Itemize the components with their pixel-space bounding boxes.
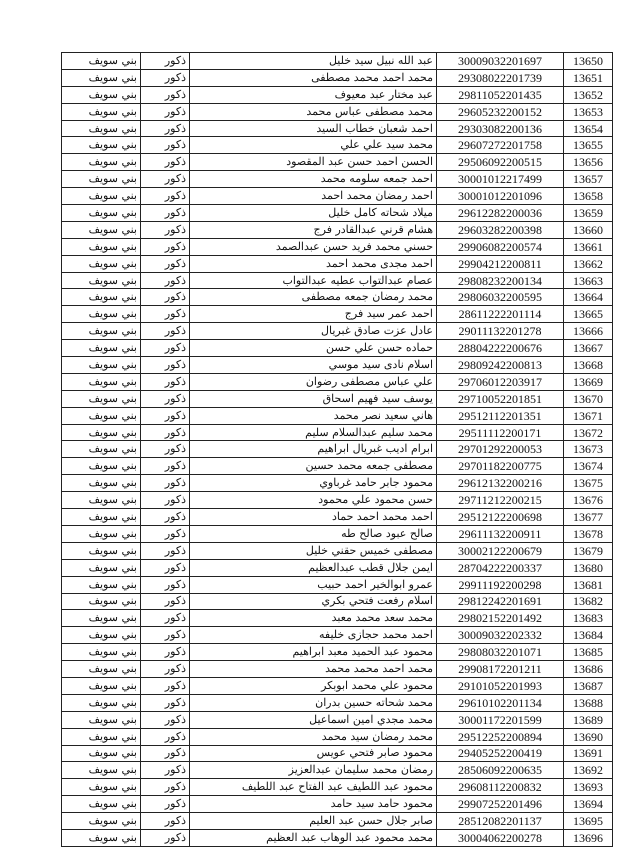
governorate-cell: بني سويف	[62, 188, 141, 205]
name-cell: حسن محمود علي محمود	[190, 492, 437, 509]
serial-number-cell: 13651	[564, 69, 613, 86]
serial-number-cell: 13670	[564, 390, 613, 407]
governorate-cell: بني سويف	[62, 458, 141, 475]
table-row	[62, 559, 613, 576]
gender-cell: ذكور	[141, 69, 190, 86]
national-id-cell: 29405252200419	[437, 745, 564, 762]
national-id-cell: 29605232200152	[437, 103, 564, 120]
table-row	[62, 390, 613, 407]
serial-number-cell: 13669	[564, 373, 613, 390]
name-cell: محمد سعد محمد معبد	[190, 610, 437, 627]
national-id-cell: 29908172201211	[437, 661, 564, 678]
gender-cell: ذكور	[141, 542, 190, 559]
table-row	[62, 458, 613, 475]
governorate-cell: بني سويف	[62, 677, 141, 694]
name-cell: مصطفى جمعه محمد حسين	[190, 458, 437, 475]
name-cell: ميلاد شحاته كامل خليل	[190, 205, 437, 222]
gender-cell: ذكور	[141, 205, 190, 222]
results-table	[61, 52, 613, 847]
name-cell: يوسف سيد فهيم اسحاق	[190, 390, 437, 407]
table-row	[62, 525, 613, 542]
serial-number-cell: 13671	[564, 407, 613, 424]
serial-number-cell: 13695	[564, 813, 613, 830]
table-row	[62, 272, 613, 289]
national-id-cell: 30001012201096	[437, 188, 564, 205]
national-id-cell: 29710052201851	[437, 390, 564, 407]
governorate-cell: بني سويف	[62, 306, 141, 323]
governorate-cell: بني سويف	[62, 289, 141, 306]
name-cell: رمضان محمد سليمان عبدالعزيز	[190, 762, 437, 779]
serial-number-cell: 13674	[564, 458, 613, 475]
national-id-cell: 29512112201351	[437, 407, 564, 424]
name-cell: ابرام اديب غبريال ابراهيم	[190, 441, 437, 458]
name-cell: محمود عبد الحميد معبد ابراهيم	[190, 644, 437, 661]
serial-number-cell: 13659	[564, 205, 613, 222]
name-cell: محمود حامد سيد حامد	[190, 796, 437, 813]
table-row	[62, 627, 613, 644]
gender-cell: ذكور	[141, 796, 190, 813]
governorate-cell: بني سويف	[62, 813, 141, 830]
table-row	[62, 576, 613, 593]
national-id-cell: 29701182200775	[437, 458, 564, 475]
gender-cell: ذكور	[141, 509, 190, 526]
name-cell: احمد مجدى محمد احمد	[190, 255, 437, 272]
gender-cell: ذكور	[141, 238, 190, 255]
table-row	[62, 694, 613, 711]
national-id-cell: 29512122200698	[437, 509, 564, 526]
national-id-cell: 29808232200134	[437, 272, 564, 289]
table-row	[62, 711, 613, 728]
national-id-cell: 29811052201435	[437, 86, 564, 103]
national-id-cell: 29809242200813	[437, 357, 564, 374]
governorate-cell: بني سويف	[62, 424, 141, 441]
table-row	[62, 779, 613, 796]
serial-number-cell: 13678	[564, 525, 613, 542]
gender-cell: ذكور	[141, 492, 190, 509]
name-cell: احمد جمعه سلومه محمد	[190, 171, 437, 188]
serial-number-cell: 13665	[564, 306, 613, 323]
name-cell: مصطفى خميس حقني خليل	[190, 542, 437, 559]
serial-number-cell: 13653	[564, 103, 613, 120]
serial-number-cell: 13693	[564, 779, 613, 796]
serial-number-cell: 13696	[564, 829, 613, 846]
gender-cell: ذكور	[141, 323, 190, 340]
name-cell: محمد سيد علي علي	[190, 137, 437, 154]
gender-cell: ذكور	[141, 154, 190, 171]
governorate-cell: بني سويف	[62, 390, 141, 407]
table-row	[62, 407, 613, 424]
name-cell: صابر جلال حسن عبد العليم	[190, 813, 437, 830]
serial-number-cell: 13667	[564, 340, 613, 357]
national-id-cell: 28804222200676	[437, 340, 564, 357]
name-cell: محمد مجدي امين اسماعيل	[190, 711, 437, 728]
gender-cell: ذكور	[141, 441, 190, 458]
governorate-cell: بني سويف	[62, 728, 141, 745]
serial-number-cell: 13675	[564, 475, 613, 492]
name-cell: محمد احمد محمد محمد	[190, 661, 437, 678]
name-cell: عبد الله نبيل سيد خليل	[190, 53, 437, 70]
governorate-cell: بني سويف	[62, 542, 141, 559]
national-id-cell: 29906082200574	[437, 238, 564, 255]
governorate-cell: بني سويف	[62, 829, 141, 846]
national-id-cell: 29308022201739	[437, 69, 564, 86]
table-body	[62, 53, 613, 847]
serial-number-cell: 13658	[564, 188, 613, 205]
gender-cell: ذكور	[141, 475, 190, 492]
name-cell: اسلام نادى سيد موسي	[190, 357, 437, 374]
table-row	[62, 340, 613, 357]
national-id-cell: 29610102201134	[437, 694, 564, 711]
serial-number-cell: 13663	[564, 272, 613, 289]
national-id-cell: 29806032200595	[437, 289, 564, 306]
table-row	[62, 728, 613, 745]
name-cell: احمد محمد حجازى خليفه	[190, 627, 437, 644]
name-cell: محمود علي محمد ابوبكر	[190, 677, 437, 694]
governorate-cell: بني سويف	[62, 86, 141, 103]
name-cell: محمود صابر فتحي عويس	[190, 745, 437, 762]
serial-number-cell: 13655	[564, 137, 613, 154]
gender-cell: ذكور	[141, 610, 190, 627]
table-row	[62, 475, 613, 492]
gender-cell: ذكور	[141, 103, 190, 120]
table-row	[62, 762, 613, 779]
serial-number-cell: 13692	[564, 762, 613, 779]
table-row	[62, 492, 613, 509]
name-cell: هاني سعيد نصر محمد	[190, 407, 437, 424]
name-cell: محمود جابر حامد غرباوي	[190, 475, 437, 492]
governorate-cell: بني سويف	[62, 407, 141, 424]
gender-cell: ذكور	[141, 661, 190, 678]
serial-number-cell: 13680	[564, 559, 613, 576]
gender-cell: ذكور	[141, 424, 190, 441]
governorate-cell: بني سويف	[62, 373, 141, 390]
national-id-cell: 28611222201114	[437, 306, 564, 323]
gender-cell: ذكور	[141, 644, 190, 661]
national-id-cell: 29511112200171	[437, 424, 564, 441]
national-id-cell: 29512252200894	[437, 728, 564, 745]
governorate-cell: بني سويف	[62, 694, 141, 711]
table-row	[62, 796, 613, 813]
national-id-cell: 29911192200298	[437, 576, 564, 593]
governorate-cell: بني سويف	[62, 762, 141, 779]
name-cell: علي عباس مصطفى رضوان	[190, 373, 437, 390]
governorate-cell: بني سويف	[62, 796, 141, 813]
national-id-cell: 29706012203917	[437, 373, 564, 390]
gender-cell: ذكور	[141, 221, 190, 238]
gender-cell: ذكور	[141, 390, 190, 407]
gender-cell: ذكور	[141, 458, 190, 475]
table-row	[62, 154, 613, 171]
gender-cell: ذكور	[141, 357, 190, 374]
national-id-cell: 28704222200337	[437, 559, 564, 576]
national-id-cell: 29607272201758	[437, 137, 564, 154]
governorate-cell: بني سويف	[62, 559, 141, 576]
table-row	[62, 53, 613, 70]
governorate-cell: بني سويف	[62, 120, 141, 137]
governorate-cell: بني سويف	[62, 255, 141, 272]
name-cell: صالح عبود صالح طه	[190, 525, 437, 542]
governorate-cell: بني سويف	[62, 711, 141, 728]
name-cell: الحسن احمد حسن عبد المقصود	[190, 154, 437, 171]
national-id-cell: 30009032201697	[437, 53, 564, 70]
gender-cell: ذكور	[141, 711, 190, 728]
table-row	[62, 306, 613, 323]
table-row	[62, 103, 613, 120]
gender-cell: ذكور	[141, 779, 190, 796]
serial-number-cell: 13685	[564, 644, 613, 661]
table-row	[62, 661, 613, 678]
table-row	[62, 69, 613, 86]
table-row	[62, 593, 613, 610]
governorate-cell: بني سويف	[62, 238, 141, 255]
name-cell: اسلام رفعت فتحي بكري	[190, 593, 437, 610]
governorate-cell: بني سويف	[62, 627, 141, 644]
table-row	[62, 357, 613, 374]
serial-number-cell: 13681	[564, 576, 613, 593]
national-id-cell: 29611132200911	[437, 525, 564, 542]
governorate-cell: بني سويف	[62, 221, 141, 238]
national-id-cell: 29802152201492	[437, 610, 564, 627]
governorate-cell: بني سويف	[62, 779, 141, 796]
table-row	[62, 120, 613, 137]
serial-number-cell: 13694	[564, 796, 613, 813]
serial-number-cell: 13666	[564, 323, 613, 340]
governorate-cell: بني سويف	[62, 154, 141, 171]
national-id-cell: 29612132200216	[437, 475, 564, 492]
governorate-cell: بني سويف	[62, 357, 141, 374]
table-row	[62, 829, 613, 846]
national-id-cell: 29907252201496	[437, 796, 564, 813]
table-row	[62, 238, 613, 255]
serial-number-cell: 13672	[564, 424, 613, 441]
gender-cell: ذكور	[141, 289, 190, 306]
serial-number-cell: 13677	[564, 509, 613, 526]
gender-cell: ذكور	[141, 677, 190, 694]
serial-number-cell: 13690	[564, 728, 613, 745]
governorate-cell: بني سويف	[62, 610, 141, 627]
name-cell: احمد محمد احمد حماد	[190, 509, 437, 526]
governorate-cell: بني سويف	[62, 509, 141, 526]
gender-cell: ذكور	[141, 694, 190, 711]
gender-cell: ذكور	[141, 306, 190, 323]
name-cell: عصام عبدالتواب عطيه عبدالتواب	[190, 272, 437, 289]
name-cell: احمد عمر سيد فرج	[190, 306, 437, 323]
table-row	[62, 542, 613, 559]
serial-number-cell: 13688	[564, 694, 613, 711]
serial-number-cell: 13682	[564, 593, 613, 610]
serial-number-cell: 13661	[564, 238, 613, 255]
serial-number-cell: 13687	[564, 677, 613, 694]
gender-cell: ذكور	[141, 53, 190, 70]
name-cell: محمد رمضان جمعه مصطفى	[190, 289, 437, 306]
table-row	[62, 171, 613, 188]
serial-number-cell: 13679	[564, 542, 613, 559]
governorate-cell: بني سويف	[62, 475, 141, 492]
table-row	[62, 221, 613, 238]
national-id-cell: 30002122200679	[437, 542, 564, 559]
national-id-cell: 29904212200811	[437, 255, 564, 272]
table-row	[62, 205, 613, 222]
name-cell: عادل عزت صادق غبريال	[190, 323, 437, 340]
governorate-cell: بني سويف	[62, 492, 141, 509]
name-cell: محمد محمود عبد الوهاب عبد العظيم	[190, 829, 437, 846]
serial-number-cell: 13662	[564, 255, 613, 272]
gender-cell: ذكور	[141, 171, 190, 188]
table-row	[62, 677, 613, 694]
national-id-cell: 30001172201599	[437, 711, 564, 728]
serial-number-cell: 13683	[564, 610, 613, 627]
name-cell: عبد مختار عبد معيوف	[190, 86, 437, 103]
governorate-cell: بني سويف	[62, 69, 141, 86]
name-cell: احمد شعبان خطاب السيد	[190, 120, 437, 137]
gender-cell: ذكور	[141, 137, 190, 154]
gender-cell: ذكور	[141, 627, 190, 644]
governorate-cell: بني سويف	[62, 137, 141, 154]
governorate-cell: بني سويف	[62, 576, 141, 593]
gender-cell: ذكور	[141, 745, 190, 762]
name-cell: ايمن جلال قطب عبدالعظيم	[190, 559, 437, 576]
table-row	[62, 509, 613, 526]
gender-cell: ذكور	[141, 120, 190, 137]
national-id-cell: 29812242201691	[437, 593, 564, 610]
serial-number-cell: 13684	[564, 627, 613, 644]
national-id-cell: 29603282200398	[437, 221, 564, 238]
national-id-cell: 28512082201137	[437, 813, 564, 830]
table-row	[62, 441, 613, 458]
name-cell: عمرو ابوالخير احمد حبيب	[190, 576, 437, 593]
national-id-cell: 29011132201278	[437, 323, 564, 340]
serial-number-cell: 13657	[564, 171, 613, 188]
governorate-cell: بني سويف	[62, 323, 141, 340]
name-cell: محمد شحاته حسين بدران	[190, 694, 437, 711]
name-cell: احمد رمضان محمد احمد	[190, 188, 437, 205]
serial-number-cell: 13650	[564, 53, 613, 70]
national-id-cell: 29612282200036	[437, 205, 564, 222]
national-id-cell: 28506092200635	[437, 762, 564, 779]
gender-cell: ذكور	[141, 762, 190, 779]
serial-number-cell: 13660	[564, 221, 613, 238]
gender-cell: ذكور	[141, 407, 190, 424]
gender-cell: ذكور	[141, 728, 190, 745]
table-row	[62, 745, 613, 762]
governorate-cell: بني سويف	[62, 745, 141, 762]
table-row	[62, 373, 613, 390]
gender-cell: ذكور	[141, 576, 190, 593]
name-cell: محمد سليم عبدالسلام سليم	[190, 424, 437, 441]
table-row	[62, 137, 613, 154]
name-cell: محمد مصطفى عباس محمد	[190, 103, 437, 120]
table-row	[62, 289, 613, 306]
table-row	[62, 424, 613, 441]
gender-cell: ذكور	[141, 593, 190, 610]
table-row	[62, 86, 613, 103]
table-row	[62, 610, 613, 627]
name-cell: محمود عبد اللطيف عبد الفتاح عبد اللطيف	[190, 779, 437, 796]
national-id-cell: 30009032202332	[437, 627, 564, 644]
name-cell: محمد رمضان سيد محمد	[190, 728, 437, 745]
table-row	[62, 323, 613, 340]
national-id-cell: 29303082200136	[437, 120, 564, 137]
gender-cell: ذكور	[141, 559, 190, 576]
gender-cell: ذكور	[141, 373, 190, 390]
serial-number-cell: 13673	[564, 441, 613, 458]
gender-cell: ذكور	[141, 272, 190, 289]
gender-cell: ذكور	[141, 525, 190, 542]
serial-number-cell: 13691	[564, 745, 613, 762]
gender-cell: ذكور	[141, 188, 190, 205]
governorate-cell: بني سويف	[62, 661, 141, 678]
national-id-cell: 29808032201071	[437, 644, 564, 661]
serial-number-cell: 13676	[564, 492, 613, 509]
gender-cell: ذكور	[141, 829, 190, 846]
table-row	[62, 644, 613, 661]
serial-number-cell: 13652	[564, 86, 613, 103]
serial-number-cell: 13668	[564, 357, 613, 374]
governorate-cell: بني سويف	[62, 171, 141, 188]
name-cell: حسني محمد فريد حسن عبدالصمد	[190, 238, 437, 255]
governorate-cell: بني سويف	[62, 644, 141, 661]
serial-number-cell: 13689	[564, 711, 613, 728]
governorate-cell: بني سويف	[62, 205, 141, 222]
gender-cell: ذكور	[141, 813, 190, 830]
governorate-cell: بني سويف	[62, 525, 141, 542]
governorate-cell: بني سويف	[62, 272, 141, 289]
serial-number-cell: 13664	[564, 289, 613, 306]
table-row	[62, 255, 613, 272]
national-id-cell: 30001012217499	[437, 171, 564, 188]
governorate-cell: بني سويف	[62, 103, 141, 120]
gender-cell: ذكور	[141, 340, 190, 357]
gender-cell: ذكور	[141, 255, 190, 272]
name-cell: هشام قرني عبدالقادر فرج	[190, 221, 437, 238]
governorate-cell: بني سويف	[62, 340, 141, 357]
gender-cell: ذكور	[141, 86, 190, 103]
governorate-cell: بني سويف	[62, 593, 141, 610]
governorate-cell: بني سويف	[62, 441, 141, 458]
national-id-cell: 30004062200278	[437, 829, 564, 846]
national-id-cell: 29506092200515	[437, 154, 564, 171]
serial-number-cell: 13686	[564, 661, 613, 678]
national-id-cell: 29711212200215	[437, 492, 564, 509]
serial-number-cell: 13654	[564, 120, 613, 137]
national-id-cell: 29101052201993	[437, 677, 564, 694]
serial-number-cell: 13656	[564, 154, 613, 171]
name-cell: محمد احمد محمد مصطفى	[190, 69, 437, 86]
table-row	[62, 188, 613, 205]
national-id-cell: 29608112200832	[437, 779, 564, 796]
national-id-cell: 29701292200053	[437, 441, 564, 458]
governorate-cell: بني سويف	[62, 53, 141, 70]
name-cell: حماده حسن علي حسن	[190, 340, 437, 357]
